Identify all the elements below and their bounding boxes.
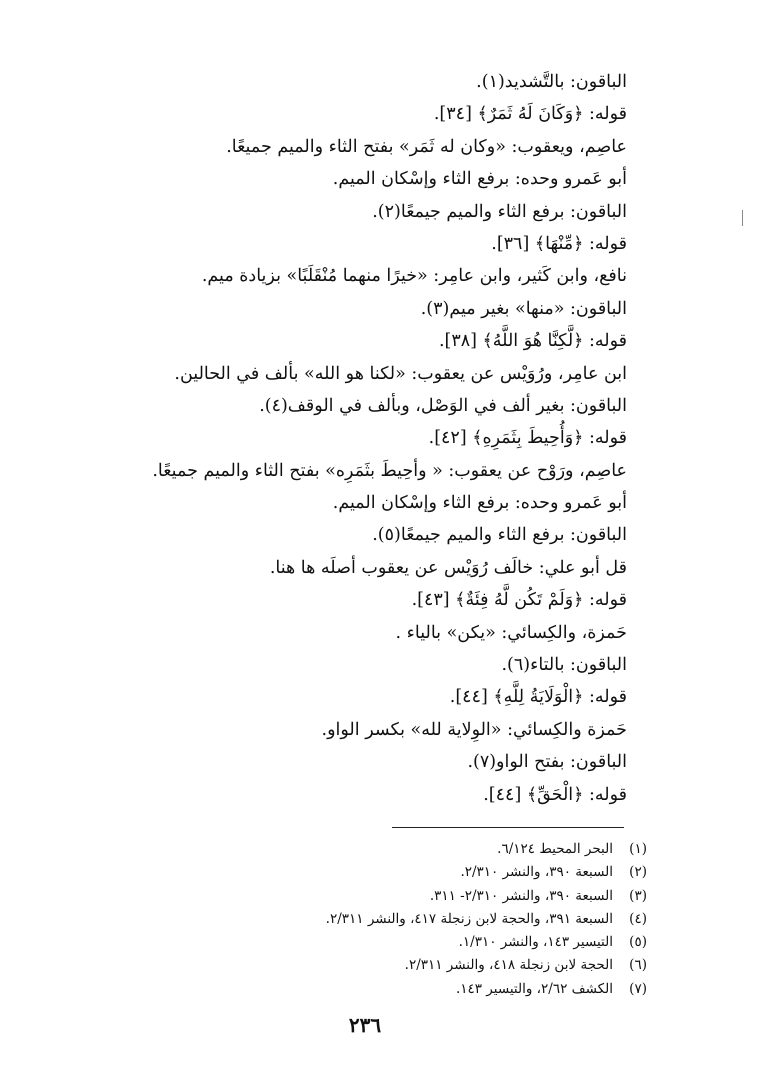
text-line: الباقون: بالتَّشديد(١). [476, 72, 627, 92]
text-line: قل أبو علي: خالَف رُوَيْس عن يعقوب أصلَه ها هنا. [269, 557, 627, 578]
footnote-number: (١) [629, 841, 647, 857]
footnote-divider [392, 827, 624, 828]
text-line: الباقون: «منها» بغير ميم(٣). [420, 298, 627, 319]
footnote-text: البحر المحيط ٦/١٢٤. [497, 841, 613, 857]
footnote [127, 978, 647, 1001]
text-line: قوله: ﴿لَّكِنَّا هُوَ اللَّهُ﴾ [٣٨]. [438, 331, 627, 352]
footnote [127, 954, 647, 977]
footnote [127, 908, 647, 931]
page-number: ٢٣٦ [348, 1013, 382, 1037]
text-line: قوله: ﴿الْحَقِّ﴾ [٤٤]. [483, 784, 627, 805]
text-line: ابن عامِر، ورُوَيْس عن يعقوب: «لكنا هو الله» بألف في الحالين. [174, 363, 627, 384]
footnotes [127, 838, 647, 1001]
text-line: حَمزة والكِسائي: «الوِلاية لله» بكسر الواو. [321, 719, 627, 740]
text-line: عاصِم، ويعقوب: «وكان له ثَمَر» بفتح الثاء والميم جميعًا. [226, 136, 627, 157]
footnote [127, 931, 647, 954]
text-line: الباقون: برفع الثاء والميم جيمعًا(٢). [372, 201, 627, 222]
footnote-text: السبعة ٣٩١، والحجة لابن زنجلة ٤١٧، والنشر ٢/٣١١. [325, 910, 613, 927]
footnote-text: الكشف ٢/٦٢، والتيسير ١٤٣. [455, 980, 613, 997]
footnote [127, 838, 647, 861]
text-line: قوله: ﴿مِّنْهَا﴾ [٣٦]. [491, 233, 627, 254]
text-line: الباقون: برفع الثاء والميم جيمعًا(٥). [372, 525, 627, 546]
text-line: الباقون: بفتح الواو(٧). [467, 752, 627, 773]
footnote-number: (٤) [629, 910, 647, 927]
text-line: الباقون: بالتاء(٦). [501, 655, 627, 676]
text-line: الباقون: بغير ألف في الوَصْل، وبألف في الوقف(٤). [259, 395, 627, 416]
footnote-text: السبعة ٣٩٠، والنشر ٢/٣١٠. [460, 864, 613, 881]
footnote-number: (٧) [629, 980, 647, 997]
margin-mark [742, 210, 749, 226]
footnote-number: (٥) [629, 934, 647, 951]
footnote-number: (٦) [629, 957, 647, 974]
text-line: قوله: ﴿وَكَانَ لَهُ ثَمَرٌ﴾ [٣٤]. [433, 104, 627, 125]
footnote-text: التيسير ١٤٣، والنشر ١/٣١٠. [458, 934, 613, 951]
text-line: عاصِم، ورَوْح عن يعقوب: « وأحِيطَ بثَمَرِه» بفتح الثاء والميم جميعًا. [152, 460, 627, 481]
footnote [127, 885, 647, 908]
text-line: قوله: ﴿وَلَمْ تَكُن لَّهُ فِئَةٌ﴾ [٤٣]. [411, 590, 627, 611]
footnote-text: السبعة ٣٩٠، والنشر ٢/٣١٠- ٣١١. [429, 887, 613, 904]
text-line: نافع، وابن كَثير، وابن عامِر: «خيرًا منهما مُنْقَلَبًا» بزيادة ميم. [201, 266, 627, 287]
text-line: حَمزة، والكِسائي: «يكن» بالياء . [395, 622, 627, 643]
main-text [67, 66, 627, 811]
text-line: أبو عَمرو وحده: برفع الثاء وإسْكان الميم. [332, 169, 627, 190]
text-line: قوله: ﴿وَأُحِيطَ بِثَمَرِهِ﴾ [٤٢]. [428, 428, 627, 449]
footnote-number: (٣) [629, 887, 647, 904]
footnote-text: الحجة لابن زنجلة ٤١٨، والنشر ٢/٣١١. [404, 957, 613, 974]
text-line: أبو عَمرو وحده: برفع الثاء وإسْكان الميم. [332, 493, 627, 514]
footnote [127, 861, 647, 884]
text-line: قوله: ﴿الْوَلَايَةُ لِلَّهِ﴾ [٤٤]. [449, 687, 627, 708]
footnote-number: (٢) [629, 864, 647, 881]
